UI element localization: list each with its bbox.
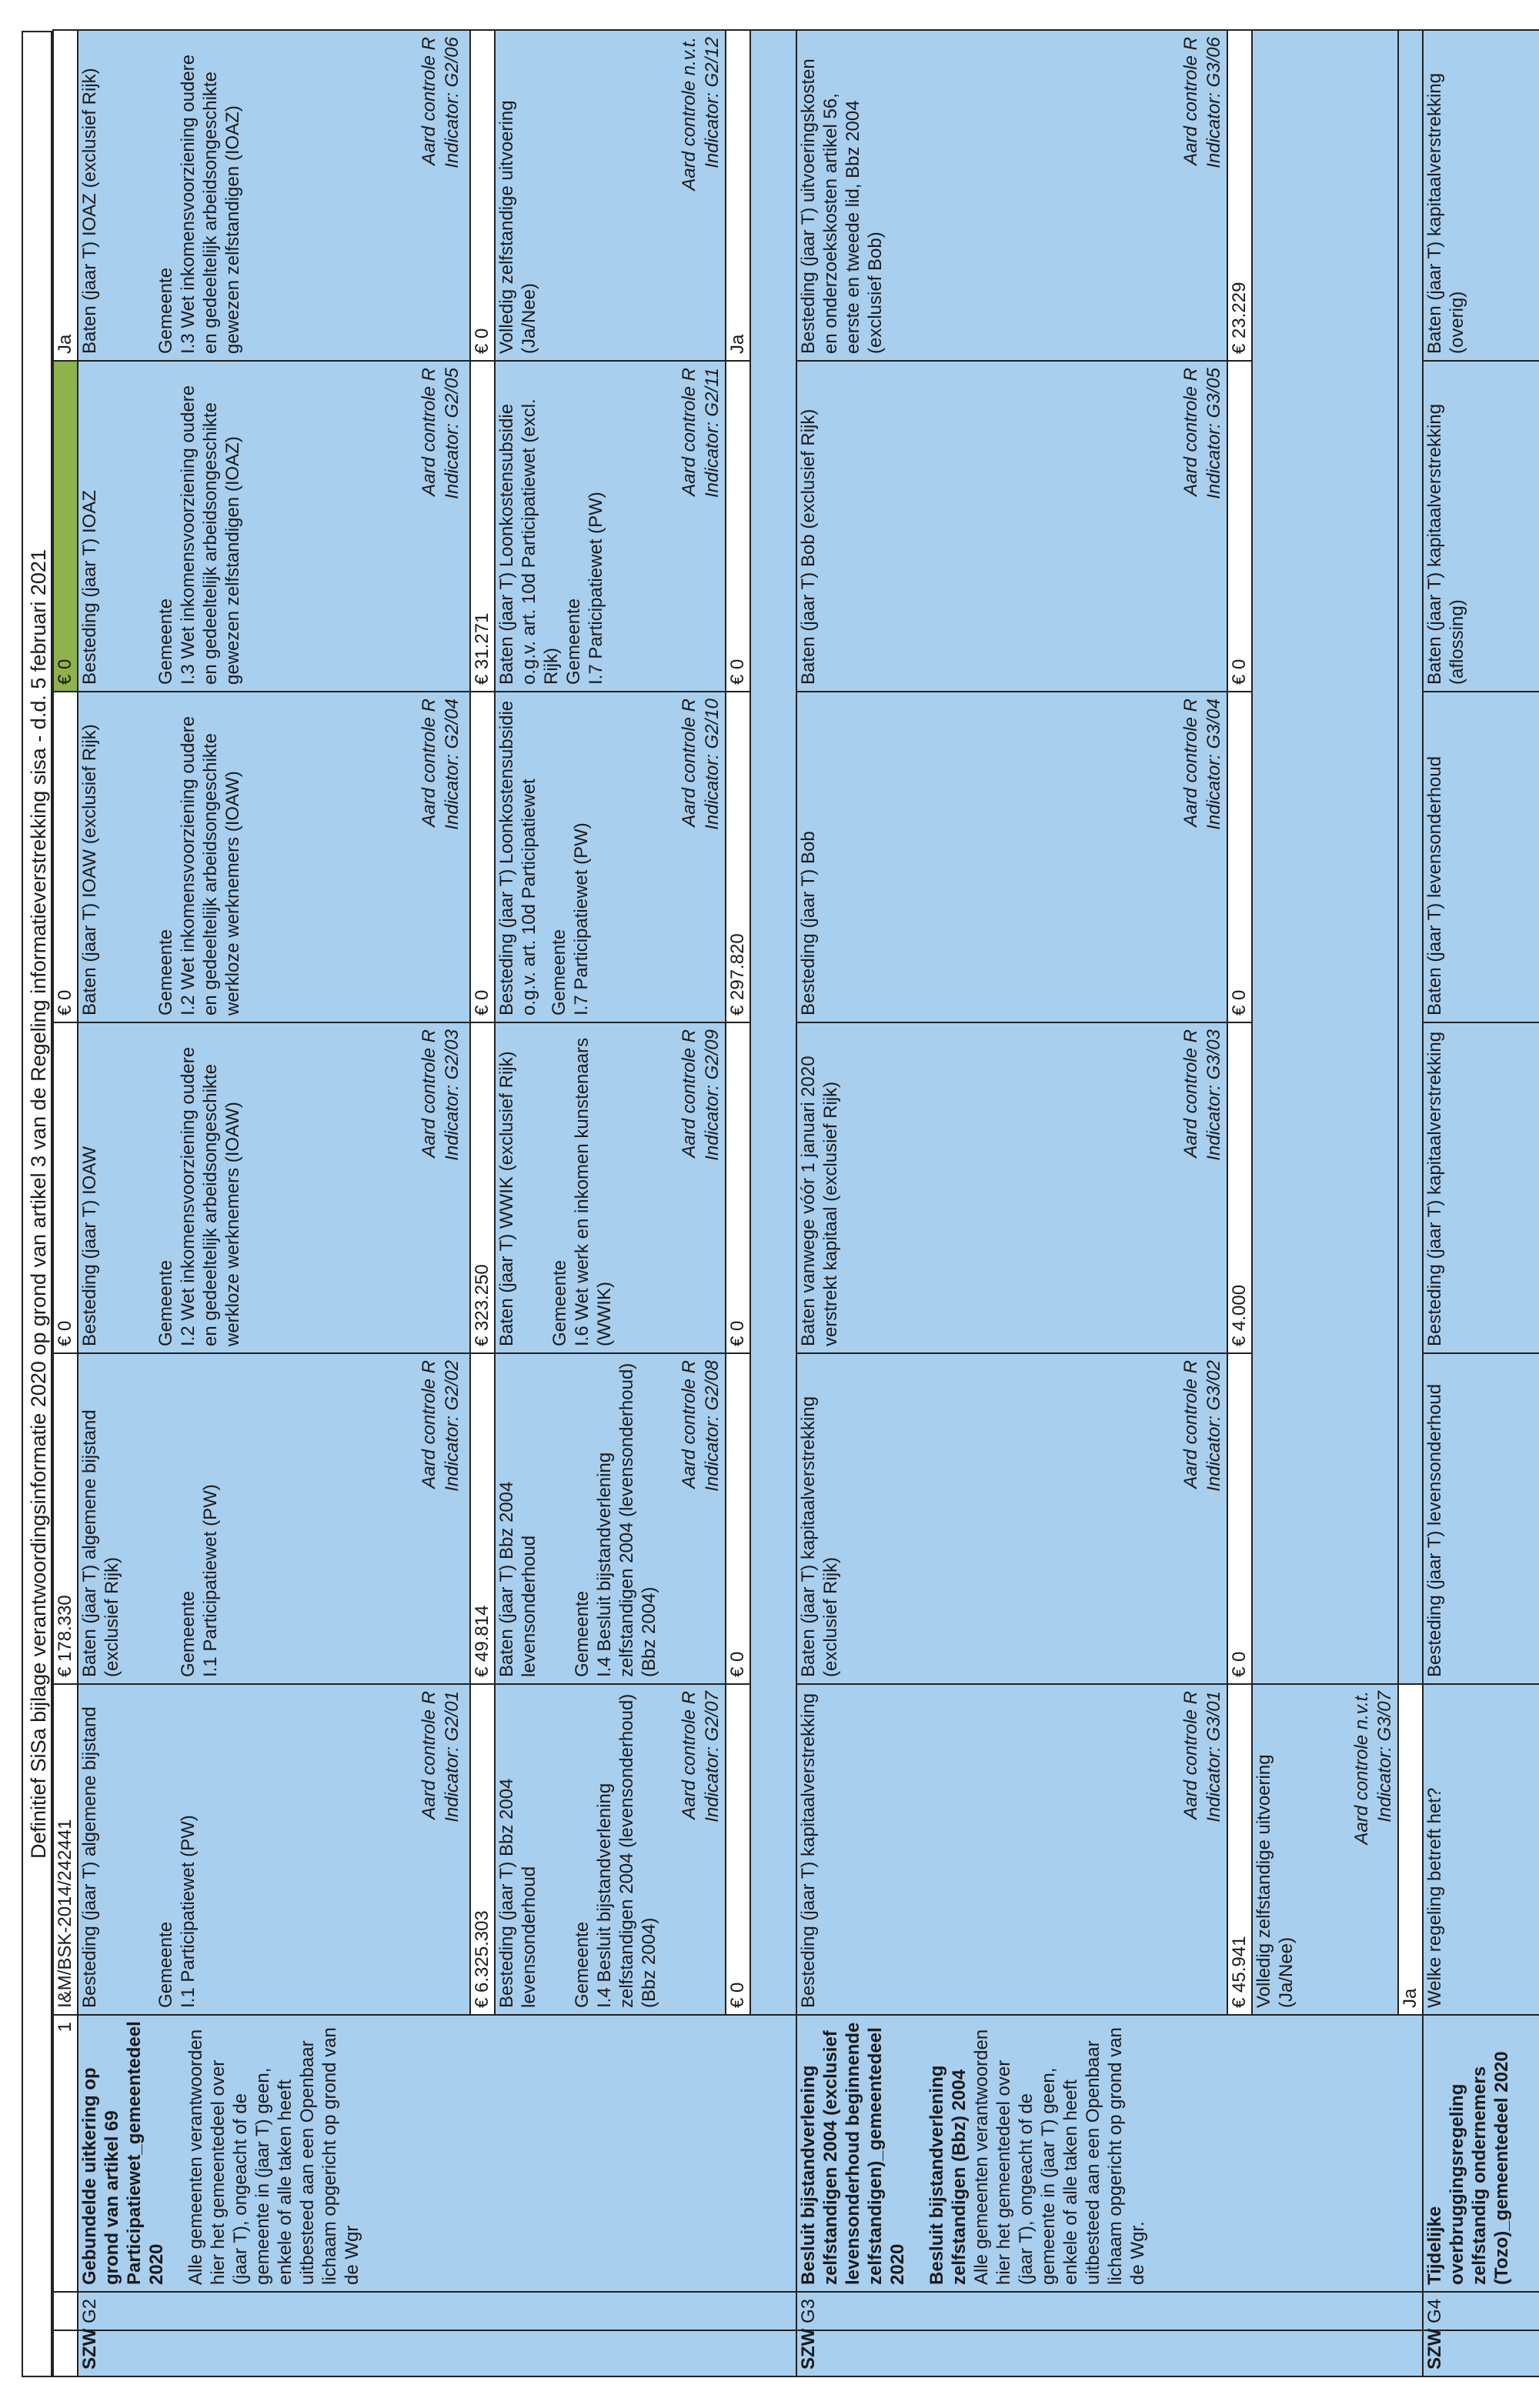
indicator: Indicator: G3/06 (1203, 37, 1224, 168)
amount: € 31.271 (470, 361, 495, 692)
g2-cell (78, 361, 470, 692)
g4-cell: Baten (jaar T) kapitaalverstrekking (overig) (1423, 30, 1539, 361)
g2-desc: Alle gemeenten verantwoorden hier het gemeentedeel over (jaar T), ongeacht of de gemeente in (jaar T) geen, enkele of alle taken heeft uitbesteed aan een Openbaar lichaam opgericht op grond van de Wgr (185, 2027, 362, 2285)
g2-cell (78, 692, 470, 1022)
cell-sub: Gemeente I.1 Participatiewet (PW) (178, 1484, 221, 1677)
amount: Ja (1398, 1684, 1423, 2015)
amount: € 0 (470, 692, 495, 1022)
cell-sub: Gemeente I.4 Besluit bijstandverlening zelfstandigen 2004 (levensonderhoud) (Bbz 2004) (572, 1362, 659, 1677)
aard-controle: Aard controle R (419, 699, 439, 827)
cell-sub: Gemeente I.7 Participatiewet (PW) (549, 822, 592, 1016)
aard-controle: Aard controle R (419, 368, 439, 496)
indicator: Indicator: G2/12 (702, 37, 723, 168)
cell-sub: Gemeente I.7 Participatiewet (PW) (563, 492, 606, 685)
amount: € 0 (726, 1684, 750, 2015)
aard-controle: Aard controle R (419, 1360, 439, 1489)
amount: € 6.325.303 (470, 1684, 495, 2015)
cell-label: Volledig zelfstandige uitvoering (Ja/Nee) (496, 100, 539, 354)
amount: € 23.229 (1227, 30, 1252, 361)
aard-controle: Aard controle R (679, 368, 699, 496)
g3-desc: Alle gemeenten verantwoorden hier het gemeentedeel over (jaar T), ongeacht of de gemeente in (jaar T) geen, enkele of alle taken heeft uitbesteed aan een Openbaar lichaam opgericht op grond van de Wgr. (971, 2027, 1148, 2285)
g2-cell (495, 30, 726, 361)
indicator: Indicator: G3/03 (1203, 1029, 1224, 1161)
g4-name: Tijdelijke overbruggingsregeling zelfstandig ondernemers (Tozo)_gemeentedeel 2020 (1424, 2051, 1512, 2285)
g3-code: G3 (796, 2292, 1423, 2330)
amount: € 0 (726, 361, 750, 692)
cell-sub: Gemeente I.2 Wet inkomensvoorziening oudere en gedeeltelijk arbeidsongeschikte werkloze werknemers (IOAW) (155, 715, 243, 1016)
aard-controle: Aard controle R (419, 37, 439, 165)
aard-controle: Aard controle R (679, 1691, 699, 1819)
amount: € 0 (1227, 1353, 1252, 1684)
cell-label: Baten (jaar T) algemene bijstand (exclusief Rijk) (79, 1409, 122, 1677)
cell-label: Baten (jaar T) Bob (exclusief Rijk) (798, 409, 819, 685)
indicator: Indicator: G2/11 (702, 368, 723, 498)
cell-label: Besteding (jaar T) Loonkostensubsidie o.g.v. art. 10d Participatiewet (496, 700, 539, 1016)
g2-cell (495, 1684, 726, 2015)
cell-label: Baten vanwege vóór 1 januari 2020 verstrekt kapitaal (exclusief Rijk) (798, 1056, 841, 1346)
indicator: Indicator: G2/10 (702, 699, 723, 830)
g3-row-1 (796, 30, 1227, 2376)
g4-row (1423, 30, 1539, 2376)
g2-cell (78, 30, 470, 361)
header-value: € 0 (53, 692, 78, 1022)
indicator: Indicator: G3/05 (1203, 368, 1224, 499)
indicator: Indicator: G3/02 (1203, 1360, 1224, 1492)
aard-controle: Aard controle R (419, 1029, 439, 1158)
indicator: Indicator: G2/04 (442, 699, 462, 830)
cell-label: Besteding (jaar T) algemene bijstand (79, 1706, 100, 2008)
header-value: € 178.330 (53, 1353, 78, 1684)
amount: € 0 (1227, 692, 1252, 1022)
header-value: € 0 (53, 361, 78, 692)
aard-controle: Aard controle R (419, 1691, 439, 1819)
g2-cell (495, 1022, 726, 1353)
g4-cell: Besteding (jaar T) kapitaalverstrekking (1423, 1022, 1539, 1353)
cell-label: Besteding (jaar T) IOAZ (79, 490, 100, 685)
indicator: Indicator: G2/06 (442, 37, 462, 168)
amount: € 0 (726, 1022, 750, 1353)
rotated-sisa-table (22, 31, 1518, 2377)
g2-cell (78, 1022, 470, 1353)
amount: € 0 (470, 30, 495, 361)
cell-sub: Gemeente I.2 Wet inkomensvoorziening oudere en gedeeltelijk arbeidsongeschikte werkloze werknemers (IOAW) (155, 1046, 243, 1346)
cell-sub: Gemeente I.3 Wet inkomensvoorziening oudere en gedeeltelijk arbeidsongeschikte gewezen zelfstandigen (IOAZ) (155, 54, 243, 354)
header-row (53, 30, 78, 2376)
cell-sub: Gemeente I.4 Besluit bijstandverlening zelfstandigen 2004 (levensonderhoud) (Bbz 2004) (572, 1693, 659, 2008)
cell-label: Besteding (jaar T) IOAW (79, 1146, 100, 1346)
header-value: € 0 (53, 1022, 78, 1353)
indicator: Indicator: G2/02 (442, 1360, 462, 1492)
aard-controle: Aard controle R (1180, 699, 1201, 827)
indicator: Indicator: G3/07 (1374, 1691, 1395, 1823)
g2-cell (78, 1684, 470, 2015)
cell-label: Besteding (jaar T) Bbz 2004 levensonderhoud (496, 1778, 539, 2008)
g2-cell (495, 361, 726, 692)
g3-category: SZW (796, 2330, 1423, 2376)
g3-cell (796, 1684, 1227, 2015)
amount: € 4.000 (1227, 1022, 1252, 1353)
g2-name: Gebundelde uitkering op grond van artikel 69 Participatiewet_gemeentedeel 2020 (79, 2021, 167, 2285)
aard-controle: Aard controle R (679, 1360, 699, 1489)
aard-controle: Aard controle R (1180, 37, 1201, 165)
indicator: Indicator: G2/07 (702, 1691, 723, 1823)
header-value: Ja (53, 30, 78, 361)
indicator: Indicator: G2/09 (702, 1029, 723, 1161)
cell-sub: Gemeente I.6 Wet werk en inkomen kunstenaars (WWIK) (549, 1037, 615, 1346)
amount: Ja (726, 30, 750, 361)
g4-cell: Welke regeling betreft het? (1423, 1684, 1539, 2015)
g3-description (796, 2015, 1423, 2292)
g2-description (78, 2015, 796, 2292)
indicator: Indicator: G3/01 (1203, 1691, 1224, 1823)
cell-label: Baten (jaar T) WWIK (exclusief Rijk) (496, 1051, 517, 1346)
aard-controle: Aard controle n.v.t. (679, 37, 699, 191)
cell-label: Besteding (jaar T) kapitaalverstrekking (798, 1693, 819, 2008)
g2-row-1 (78, 30, 470, 2376)
g2-cell (78, 1353, 470, 1684)
g4-cell: Baten (jaar T) levensonderhoud (1423, 692, 1539, 1022)
cell-label: Baten (jaar T) IOAZ (exclusief Rijk) (79, 68, 100, 354)
g4-description (1423, 2015, 1539, 2292)
amount: € 297.820 (726, 692, 750, 1022)
document-title: Definitief SiSa bijlage verantwoordingsinformatie 2020 op grond van artikel 3 van de Regeling informatieverstrekking sisa - d.d. 5 februari 2021 (22, 31, 52, 2377)
cell-label: Baten (jaar T) IOAW (exclusief Rijk) (79, 724, 100, 1016)
indicator: Indicator: G2/03 (442, 1029, 462, 1161)
cell-label: Baten (jaar T) kapitaalverstrekking (exclusief Rijk) (798, 1396, 841, 1677)
g4-category: SZW (1423, 2330, 1539, 2376)
aard-controle: Aard controle R (1180, 1360, 1201, 1489)
g3-subname: Besluit bijstandverlening zelfstandigen (Bbz) 2004 (926, 2065, 970, 2285)
indicator: Indicator: G2/05 (442, 368, 462, 499)
g3-cell (796, 1353, 1227, 1684)
cell-label: Volledig zelfstandige uitvoering (Ja/Nee) (1254, 1754, 1297, 2008)
g4-code: G4 (1423, 2292, 1539, 2330)
g2-category: SZW (78, 2330, 796, 2376)
sisa-table (52, 29, 1539, 2377)
g3-cell (796, 361, 1227, 692)
amount: € 0 (726, 1353, 750, 1684)
cell-label: Besteding (jaar T) Bob (798, 831, 819, 1016)
g4-cell: Besteding (jaar T) levensonderhoud (1423, 1353, 1539, 1684)
cell-sub: Gemeente I.3 Wet inkomensvoorziening oudere en gedeeltelijk arbeidsongeschikte gewezen zelfstandigen (IOAZ) (155, 385, 243, 685)
amount: € 45.941 (1227, 1684, 1252, 2015)
g3-cell (796, 692, 1227, 1022)
g3-cell (796, 1022, 1227, 1353)
cell-label: Besteding (jaar T) uitvoeringskosten en onderzoekskosten artikel 56, eerste en tweede lid, Bbz 2004 (exclusief Bob) (798, 58, 886, 354)
amount: € 49.814 (470, 1353, 495, 1684)
aard-controle: Aard controle n.v.t. (1351, 1691, 1372, 1845)
cell-label: Baten (jaar T) Loonkostensubsidie o.g.v. art. 10d Participatiewet (excl. Rijk) (496, 399, 562, 685)
aard-controle: Aard controle R (1180, 368, 1201, 496)
aard-controle: Aard controle R (679, 1029, 699, 1158)
amount: € 323.250 (470, 1022, 495, 1353)
g2-cell (495, 692, 726, 1022)
cell-sub: Gemeente I.1 Participatiewet (PW) (155, 1815, 199, 2008)
indicator: Indicator: G2/08 (702, 1360, 723, 1492)
aard-controle: Aard controle R (679, 699, 699, 827)
g2-code: G2 (78, 2292, 796, 2330)
g4-cell: Baten (jaar T) kapitaalverstrekking (aflossing) (1423, 361, 1539, 692)
g2-cell (495, 1353, 726, 1684)
indicator: Indicator: G3/04 (1203, 699, 1224, 830)
aard-controle: Aard controle R (1180, 1691, 1201, 1819)
cell-label: Baten (jaar T) Bbz 2004 levensonderhoud (496, 1481, 539, 1677)
aard-controle: Aard controle R (1180, 1029, 1201, 1158)
amount: € 0 (1227, 361, 1252, 692)
indicator: Indicator: G2/01 (442, 1691, 462, 1823)
g3-name: Besluit bijstandverlening zelfstandigen 2004 (exclusief levensonderhoud beginnende zelfstandigen)_gemeentedeel 2020 (798, 2022, 908, 2285)
reference-number: I&M/BSK-2014/242441 (53, 1684, 78, 2015)
g3-cell (1252, 1684, 1398, 2015)
row-number: 1 (53, 2015, 78, 2292)
g3-cell (796, 30, 1227, 361)
